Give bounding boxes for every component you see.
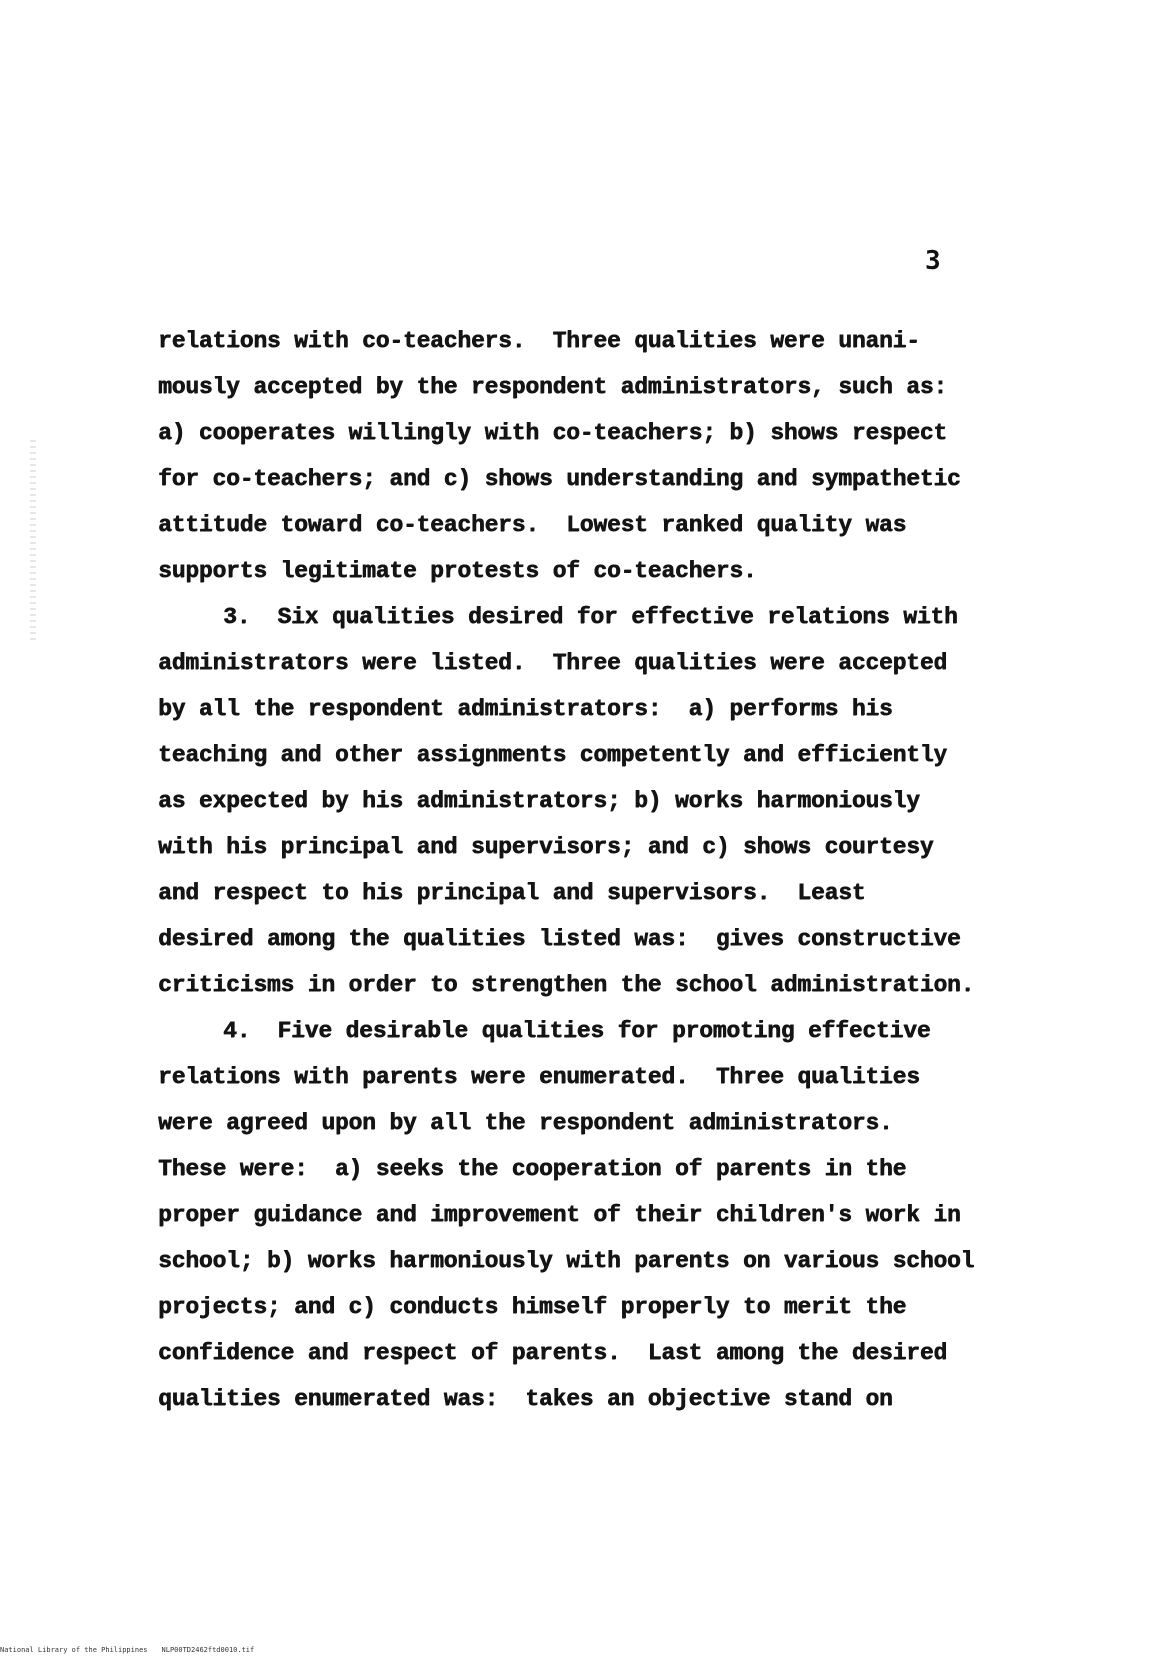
text-line: desired among the qualities listed was: gives constructive [158, 926, 961, 952]
scan-footer [0, 1646, 254, 1654]
text-line: teaching and other assignments competently and efficiently [158, 742, 947, 768]
footer-source: National Library of the Philippines [0, 1646, 148, 1654]
text-line: proper guidance and improvement of their children's work in [158, 1202, 961, 1228]
text-line: as expected by his administrators; b) works harmoniously [158, 788, 920, 814]
text-line: qualities enumerated was: takes an objective stand on [158, 1386, 893, 1412]
text-line: mously accepted by the respondent administrators, such as: [158, 374, 947, 400]
text-line: confidence and respect of parents. Last among the desired [158, 1340, 947, 1366]
paragraph-3-start: 3. Six qualities desired for effective relations with [223, 604, 958, 630]
text-line: administrators were listed. Three qualities were accepted [158, 650, 947, 676]
text-line: for co-teachers; and c) shows understanding and sympathetic [158, 466, 961, 492]
text-line: relations with co-teachers. Three qualities were unani- [158, 328, 920, 354]
text-line: These were: a) seeks the cooperation of parents in the [158, 1156, 907, 1182]
text-line: school; b) works harmoniously with parents on various school [158, 1248, 975, 1274]
text-line: supports legitimate protests of co-teachers. [158, 558, 757, 584]
page-number: 3 [925, 246, 941, 276]
text-line: with his principal and supervisors; and c) shows courtesy [158, 834, 934, 860]
text-line: criticisms in order to strengthen the school administration. [158, 972, 975, 998]
text-line: projects; and c) conducts himself properly to merit the [158, 1294, 907, 1320]
body-text [158, 318, 1038, 1422]
footer-filename: NLP00TD2462ftd0010.tif [161, 1646, 255, 1654]
text-line: were agreed upon by all the respondent administrators. [158, 1110, 893, 1136]
text-line: attitude toward co-teachers. Lowest ranked quality was [158, 512, 907, 538]
scan-edge-mark [30, 440, 36, 640]
text-line: relations with parents were enumerated. Three qualities [158, 1064, 920, 1090]
text-line: a) cooperates willingly with co-teachers; b) shows respect [158, 420, 947, 446]
text-line: by all the respondent administrators: a) performs his [158, 696, 893, 722]
paragraph-4-start: 4. Five desirable qualities for promoting effective [223, 1018, 931, 1044]
text-line: and respect to his principal and supervisors. Least [158, 880, 866, 906]
